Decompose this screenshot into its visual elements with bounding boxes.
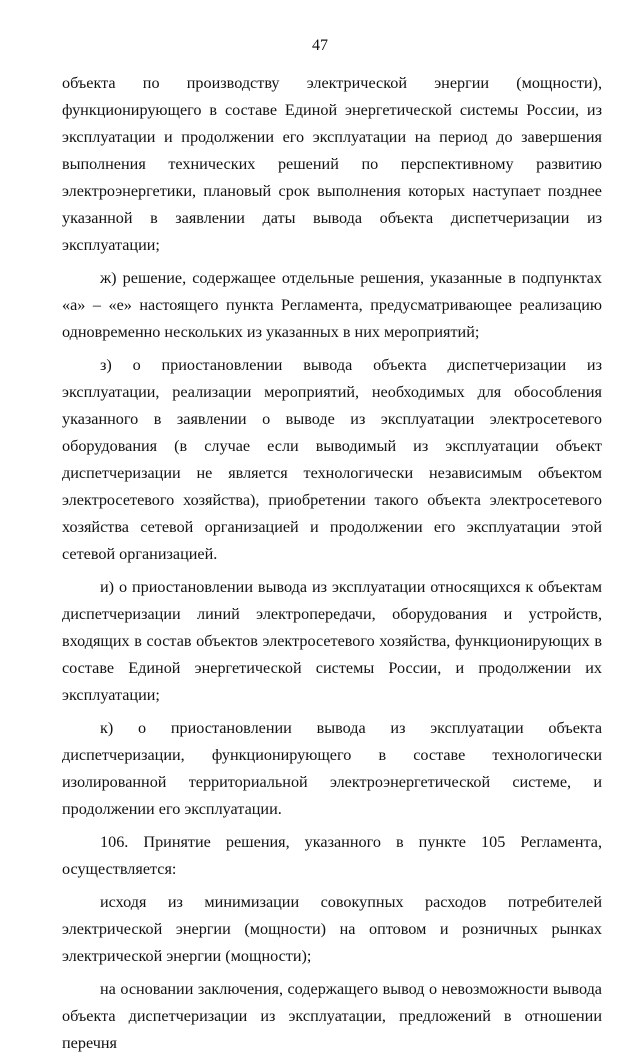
paragraph-criterion-2: на основании заключения, содержащего вывод о невозможности вывода объекта диспетчеризации из эксплуатации, предложений в отношении перечня <box>62 980 602 1052</box>
paragraph-item-k: к) о приостановлении вывода из эксплуатации объекта диспетчеризации, функционирующего в составе технологически изолированной территориальной электроэнергетической системе, и продолжении его эксплуатации. <box>62 719 602 818</box>
document-body <box>62 70 602 1057</box>
paragraph-continuation: объекта по производству электрической энергии (мощности), функционирующего в составе Единой энергетической системы России, из эксплуатации и продолжении его эксплуатации на период до завершения выполнения технических решений по перспективному развитию электроэнергетики, плановый срок выполнения которых наступает позднее указанной в заявлении даты вывода объекта диспетчеризации из эксплуатации; <box>62 74 602 254</box>
paragraph-item-z: з) о приостановлении вывода объекта диспетчеризации из эксплуатации, реализации мероприятий, необходимых для обособления указанного в заявлении о выводе из эксплуатации электросетевого оборудования (в случае если выводимый из эксплуатации объект диспетчеризации не является технологически независимым объектом электросетевого хозяйства), приобретении такого объекта электросетевого хозяйства сетевой организацией и продолжении его эксплуатации этой сетевой организацией. <box>62 356 602 563</box>
paragraph-item-i: и) о приостановлении вывода из эксплуатации относящихся к объектам диспетчеризации линий электропередачи, оборудования и устройств, входящих в состав объектов электросетевого хозяйства, функционирующих в составе Единой энергетической системы России, и продолжении их эксплуатации; <box>62 578 602 704</box>
paragraph-criterion-1: исходя из минимизации совокупных расходов потребителей электрической энергии (мощности) на оптовом и розничных рынках электрической энергии (мощности); <box>62 893 602 965</box>
paragraph-item-zh: ж) решение, содержащее отдельные решения, указанные в подпунктах «а» – «е» настоящего пункта Регламента, предусматривающее реализацию одновременно нескольких из указанных в них мероприятий; <box>62 269 602 341</box>
page-number: 47 <box>312 37 328 54</box>
paragraph-106: 106. Принятие решения, указанного в пункте 105 Регламента, осуществляется: <box>62 833 602 878</box>
